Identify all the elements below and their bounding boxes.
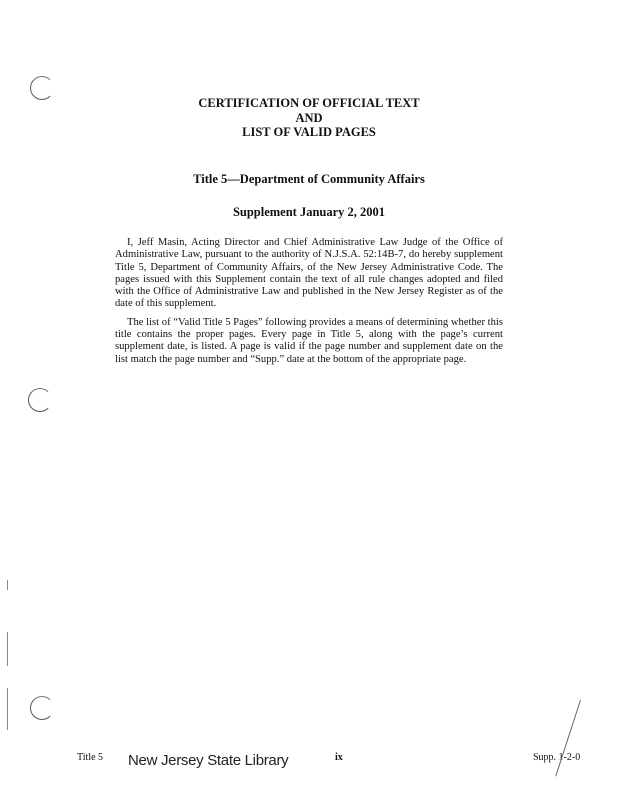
hole-punch-mark	[28, 388, 52, 412]
certification-heading	[0, 96, 618, 140]
supplement-date-heading: Supplement January 2, 2001	[232, 205, 386, 219]
footer-supplement: Supp. 1-2-0	[533, 752, 581, 763]
library-stamp: New Jersey State Library	[128, 752, 289, 769]
scan-artifact	[7, 632, 8, 666]
title-heading: Title 5—Department of Community Affairs	[193, 172, 425, 186]
pen-mark	[555, 700, 581, 776]
heading-line: LIST OF VALID PAGES	[242, 125, 376, 139]
heading-line: CERTIFICATION OF OFFICIAL TEXT	[198, 96, 420, 110]
scan-artifact	[7, 688, 8, 730]
paragraph: I, Jeff Masin, Acting Director and Chief Administrative Law Judge of the Office of Administrative Law, pursuant to the authority of N.J.S.A. 52:14B-7, do hereby supplement Title 5, Department of Community Affairs, of the New Jersey Administrative Code. The pages issued with this Supplement contain the text of all rule changes adopted and filed with the Office of Administrative Law and published in the New Jersey Register as of the date of this supplement.	[115, 237, 503, 310]
footer-title: Title 5	[77, 752, 104, 763]
footer-page-number: ix	[335, 752, 343, 763]
scan-artifact	[7, 580, 8, 590]
certification-body	[115, 237, 503, 372]
heading-line: AND	[295, 110, 323, 125]
hole-punch-mark	[30, 696, 54, 720]
paragraph: The list of “Valid Title 5 Pages” following provides a means of determining whether this title contains the proper pages. Every page in Title 5, along with the page’s current supplement date, is listed. A page is valid if the page number and supplement date on the list match the page number and “Supp.” date at the bottom of the appropriate page.	[115, 316, 503, 365]
